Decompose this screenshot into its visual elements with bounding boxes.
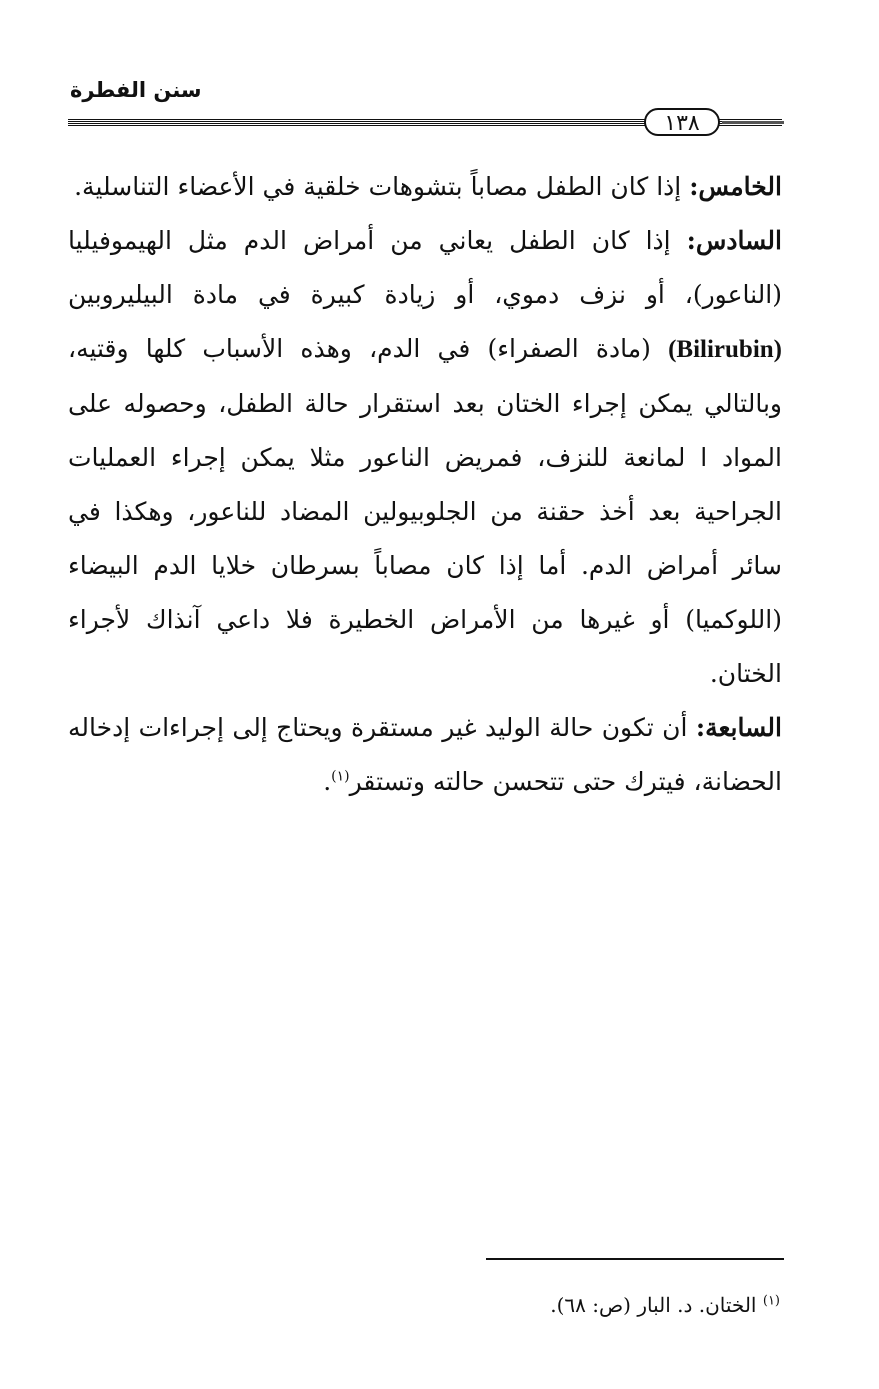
footnote-text: الختان. د. البار (ص: ٦٨). <box>550 1293 763 1317</box>
main-text <box>68 160 782 809</box>
footnote <box>68 1290 780 1320</box>
paragraph-sixth-text-a: إذا كان الطفل يعاني من أمراض الدم مثل الهيموفيليا (الناعور)، أو نزف دموي، أو زيادة كبيرة في مادة البيليروبين <box>68 226 782 309</box>
paragraph-fifth-text: إذا كان الطفل مصاباً بتشوهات خلقية في الأعضاء التناسلية. <box>74 172 690 201</box>
paragraph-seventh-end: . <box>323 767 332 796</box>
paragraph-seventh <box>68 701 782 809</box>
footnote-rule <box>486 1258 784 1260</box>
paragraph-fifth <box>68 160 782 214</box>
paragraph-sixth-text-b: (مادة الصفراء) في الدم، وهذه الأسباب كلها وقتيه، وبالتالي يمكن إجراء الختان بعد استقرار حالة الطفل، وحصوله على المواد ا لمانعة للنزف، فمريض الناعور مثلا يمكن إجراء العمليات الجراحية بعد أخذ حقنة من الجلوبيولين المضاد للناعور، وهكذا في سائر أمراض الدم. أما إذا كان مصاباً بسرطان خلايا الدم البيضاء (اللوكميا) أو غيرها من الأمراض الخطيرة فلا داعي آنذاك لأجراء الختان. <box>68 334 782 688</box>
paragraph-sixth <box>68 214 782 701</box>
page-number: ١٣٨ <box>644 108 720 136</box>
footnote-mark: (١) <box>762 1293 780 1309</box>
header-rule-tail <box>722 121 784 124</box>
book-title: سنن الفطرة <box>70 78 202 102</box>
paragraph-sixth-lead: السادس: <box>686 226 782 255</box>
paragraph-seventh-text: أن تكون حالة الوليد غير مستقرة ويحتاج إلى إجراءات إدخاله الحضانة، فيترك حتى تتحسن حالته وتستقر <box>68 713 782 796</box>
footnote-reference: (١) <box>331 768 350 785</box>
paragraph-fifth-lead: الخامس: <box>689 172 782 201</box>
paragraph-seventh-lead: السابعة: <box>695 713 782 742</box>
bilirubin-term: (Bilirubin) <box>668 336 782 363</box>
